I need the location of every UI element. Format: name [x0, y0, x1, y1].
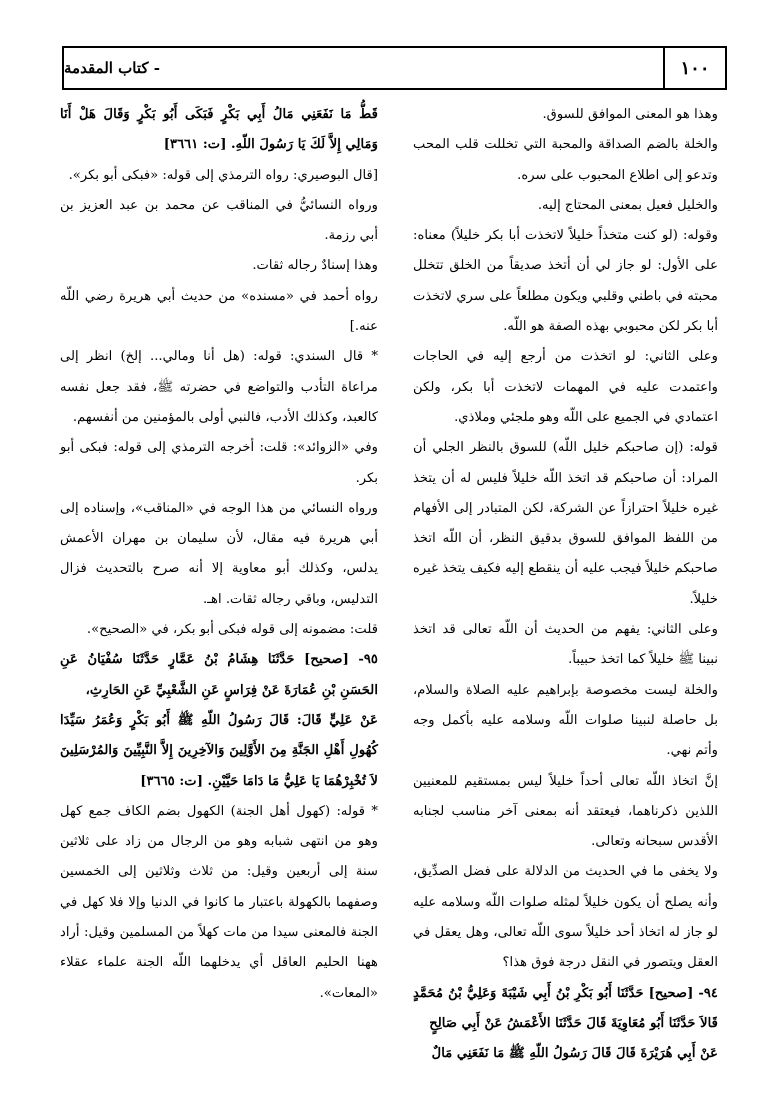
paragraph: وفي «الزوائد»: قلت: أخرجه الترمذي إلى قوله: فبكى أبو بكر. — [60, 440, 378, 486]
paragraph: وعلى الثاني: لو اتخذت من أرجع إليه في الحاجات واعتمدت عليه في المهمات لاتخذت أبا بكر، ولكن اعتمادي في الجميع على اللّه وهو ملجئي وملاذي. — [413, 349, 718, 425]
hadith-chain: ٩٤- [صحيح] حَدَّثَنَا أَبُو بَكْرِ بْنُ أَبِي شَيْبَةَ وَعَلِيُّ بْنُ مُحَمَّدٍ قَالاَ حَدَّثَنَا أَبُو مُعَاوِيَةَ قَالَ حَدَّثَنَا الأَعْمَشُ عَنْ أَبِي صَالِحٍ — [413, 985, 718, 1031]
page-header — [62, 46, 727, 90]
right-column — [413, 100, 718, 1070]
paragraph: ورواه النسائي من هذا الوجه في «المناقب»، وإسناده إلى أبي هريرة فيه مقال، لأن سليمان بن مهران الأعمش يدلس، وكذلك أبو معاوية إلا أنه صرح بالتحديث فزال التدليس، وباقي رجاله ثقات. اهـ. — [60, 500, 378, 607]
hadith-text: عَنْ عَلِيٍّ قَالَ: قَالَ رَسُولُ اللّهِ ﷺ أَبُو بَكْرٍ وَعُمَرُ سَيِّدَا كُهُولِ أَهْلِ الجَنَّةِ مِنَ الأَوَّلِينَ وَالآخِرِينَ إِلاَّ النَّبِيِّينَ وَالمُرْسَلِينَ لاَ تُخْبِرْهُمَا يَا عَلِيُّ مَا دَامَا حَيَّيْنِ. [ت: ٣٦٦٥] — [60, 712, 378, 789]
hadith-text: قَطُّ مَا نَفَعَنِي مَالُ أَبِي بَكْرٍ فَبَكَى أَبُو بَكْرٍ وَقَالَ هَلْ أَنَا وَمَالِي إِلاَّ لَكَ يَا رَسُولَ اللّهِ. [ت: ٣٦٦١] — [60, 107, 378, 153]
paragraph: * قال السندي: قوله: (هل أنا ومالي... إلخ) انظر إلى مراعاة التأدب والتواضع في حضرته ﷺ، فقد جعل نفسه كالعبد، وكذلك الأدب، فالنبي أولى بالمؤمنين من أنفسهم. — [60, 349, 378, 425]
paragraph: قلت: مضمونه إلى قوله فبكى أبو بكر، في «الصحيح». — [86, 622, 378, 638]
paragraph: والخلة ليست مخصوصة بإبراهيم عليه الصلاة والسلام، بل حاصلة لنبينا صلوات اللّه وسلامه عليه بأكمل وجه وأتم نهي. — [413, 682, 718, 759]
paragraph: والخلة بالضم الصداقة والمحبة التي تخللت قلب المحب وتدعو إلى اطلاع المحبوب على سره. — [413, 137, 718, 183]
paragraph: ولا يخفى ما في الحديث من الدلالة على فضل الصدِّيق، وأنه يصلح أن يكون خليلاً لمثله صلوات اللّه وسلامه عليه لو جاز له اتخاذ أحد خليلاً سوى اللّه تعالى، وهل يعقل في العقل ويتصور في النقل درجة فوق هذا؟ — [413, 864, 718, 971]
paragraph: وهذا إسنادٌ رجاله ثقات. — [252, 258, 378, 274]
paragraph: [قال البوصيري: رواه الترمذي إلى قوله: «فبكى أبو بكر». — [68, 167, 378, 183]
paragraph: والخليل فعيل بمعنى المحتاج إليه. — [537, 197, 718, 213]
paragraph: وقوله: (لو كنت متخذاً خليلاً لاتخذت أبا بكر خليلاً) معناه: على الأول: لو جاز لي أن أتخذ صديقاً من الخلق تتخلل محبته في باطني وقلبي ويكون مطلعاً على سري لاتخذت أبا بكر لكن محبوبي بهذه الصفة هو اللّه. — [413, 228, 718, 335]
paragraph: إنَّ اتخاذ اللّه تعالى أحداً خليلاً ليس بمستقيم للمعنيين اللذين ذكرناهما، فيعتقد أنه بمعنى آخر مناسب لجنابه الأقدس سبحانه وتعالى. — [413, 773, 718, 850]
paragraph: رواه أحمد في «مسنده» من حديث أبي هريرة رضي اللّه عنه.] — [60, 288, 378, 335]
paragraph: وعلى الثاني: يفهم من الحديث أن اللّه تعالى قد اتخذ نبينا ﷺ خليلاً كما اتخذ حبيباً. — [413, 622, 718, 668]
paragraph: ورواه النسائيُّ في المناقب عن محمد بن عبد العزيز بن أبي رزمة. — [60, 197, 378, 244]
paragraph: وهذا هو المعنى الموافق للسوق. — [542, 107, 718, 122]
hadith-chain: ٩٥- [صحيح] حَدَّثَنَا هِشَامُ بْنُ عَمَّارٍ حَدَّثَنَا سُفْيَانُ عَنِ الحَسَنِ بْنِ عُمَارَةَ عَنْ فِرَاسٍ عَنِ الشَّعْبِيِّ عَنِ الحَارِثِ، — [60, 652, 378, 698]
paragraph: قوله: (إن صاحبكم خليل اللّه) للسوق بالنظر الجلي أن المراد: أن صاحبكم قد اتخذ اللّه خليلاً فليس له أن يتخذ غيره خليلاً احترازاً عن الشركة، لكن المتبادر إلى الأفهام من اللفظ الموافق للسوق بدقيق النظر، أن اللّه اتخذ صاحبكم خليلاً فيجب عليه أن ينقطع إليه فكيف يتخذ غيره خليلاً. — [413, 440, 718, 607]
paragraph: * قوله: (كهول أهل الجنة) الكهول بضم الكاف جمع كهل وهو من انتهى شبابه وهو من الرجال من زاد على ثلاثين سنة إلى أربعين وقيل: من ثلاث وثلاثين إلى الخمسين وصفهما بالكهولة باعتبار ما كانوا في الدنيا وإلا فلا كهل في الجنة فالمعنى سيدا من مات كهلاً من المسلمين وقيل: أراد ههنا الحليم العاقل أي يدخلهما اللّه الجنة علماء عقلاء «المعات». — [60, 803, 378, 1001]
hadith-text: عَنْ أَبِي هُرَيْرَةَ قَالَ قَالَ رَسُولُ اللّهِ ﷺ مَا نَفَعَنِي مَالٌ — [431, 1046, 718, 1062]
left-column — [60, 100, 378, 1009]
page-number: ١٠٠ — [663, 48, 725, 88]
chapter-title: - كتاب المقدمة — [64, 59, 160, 77]
